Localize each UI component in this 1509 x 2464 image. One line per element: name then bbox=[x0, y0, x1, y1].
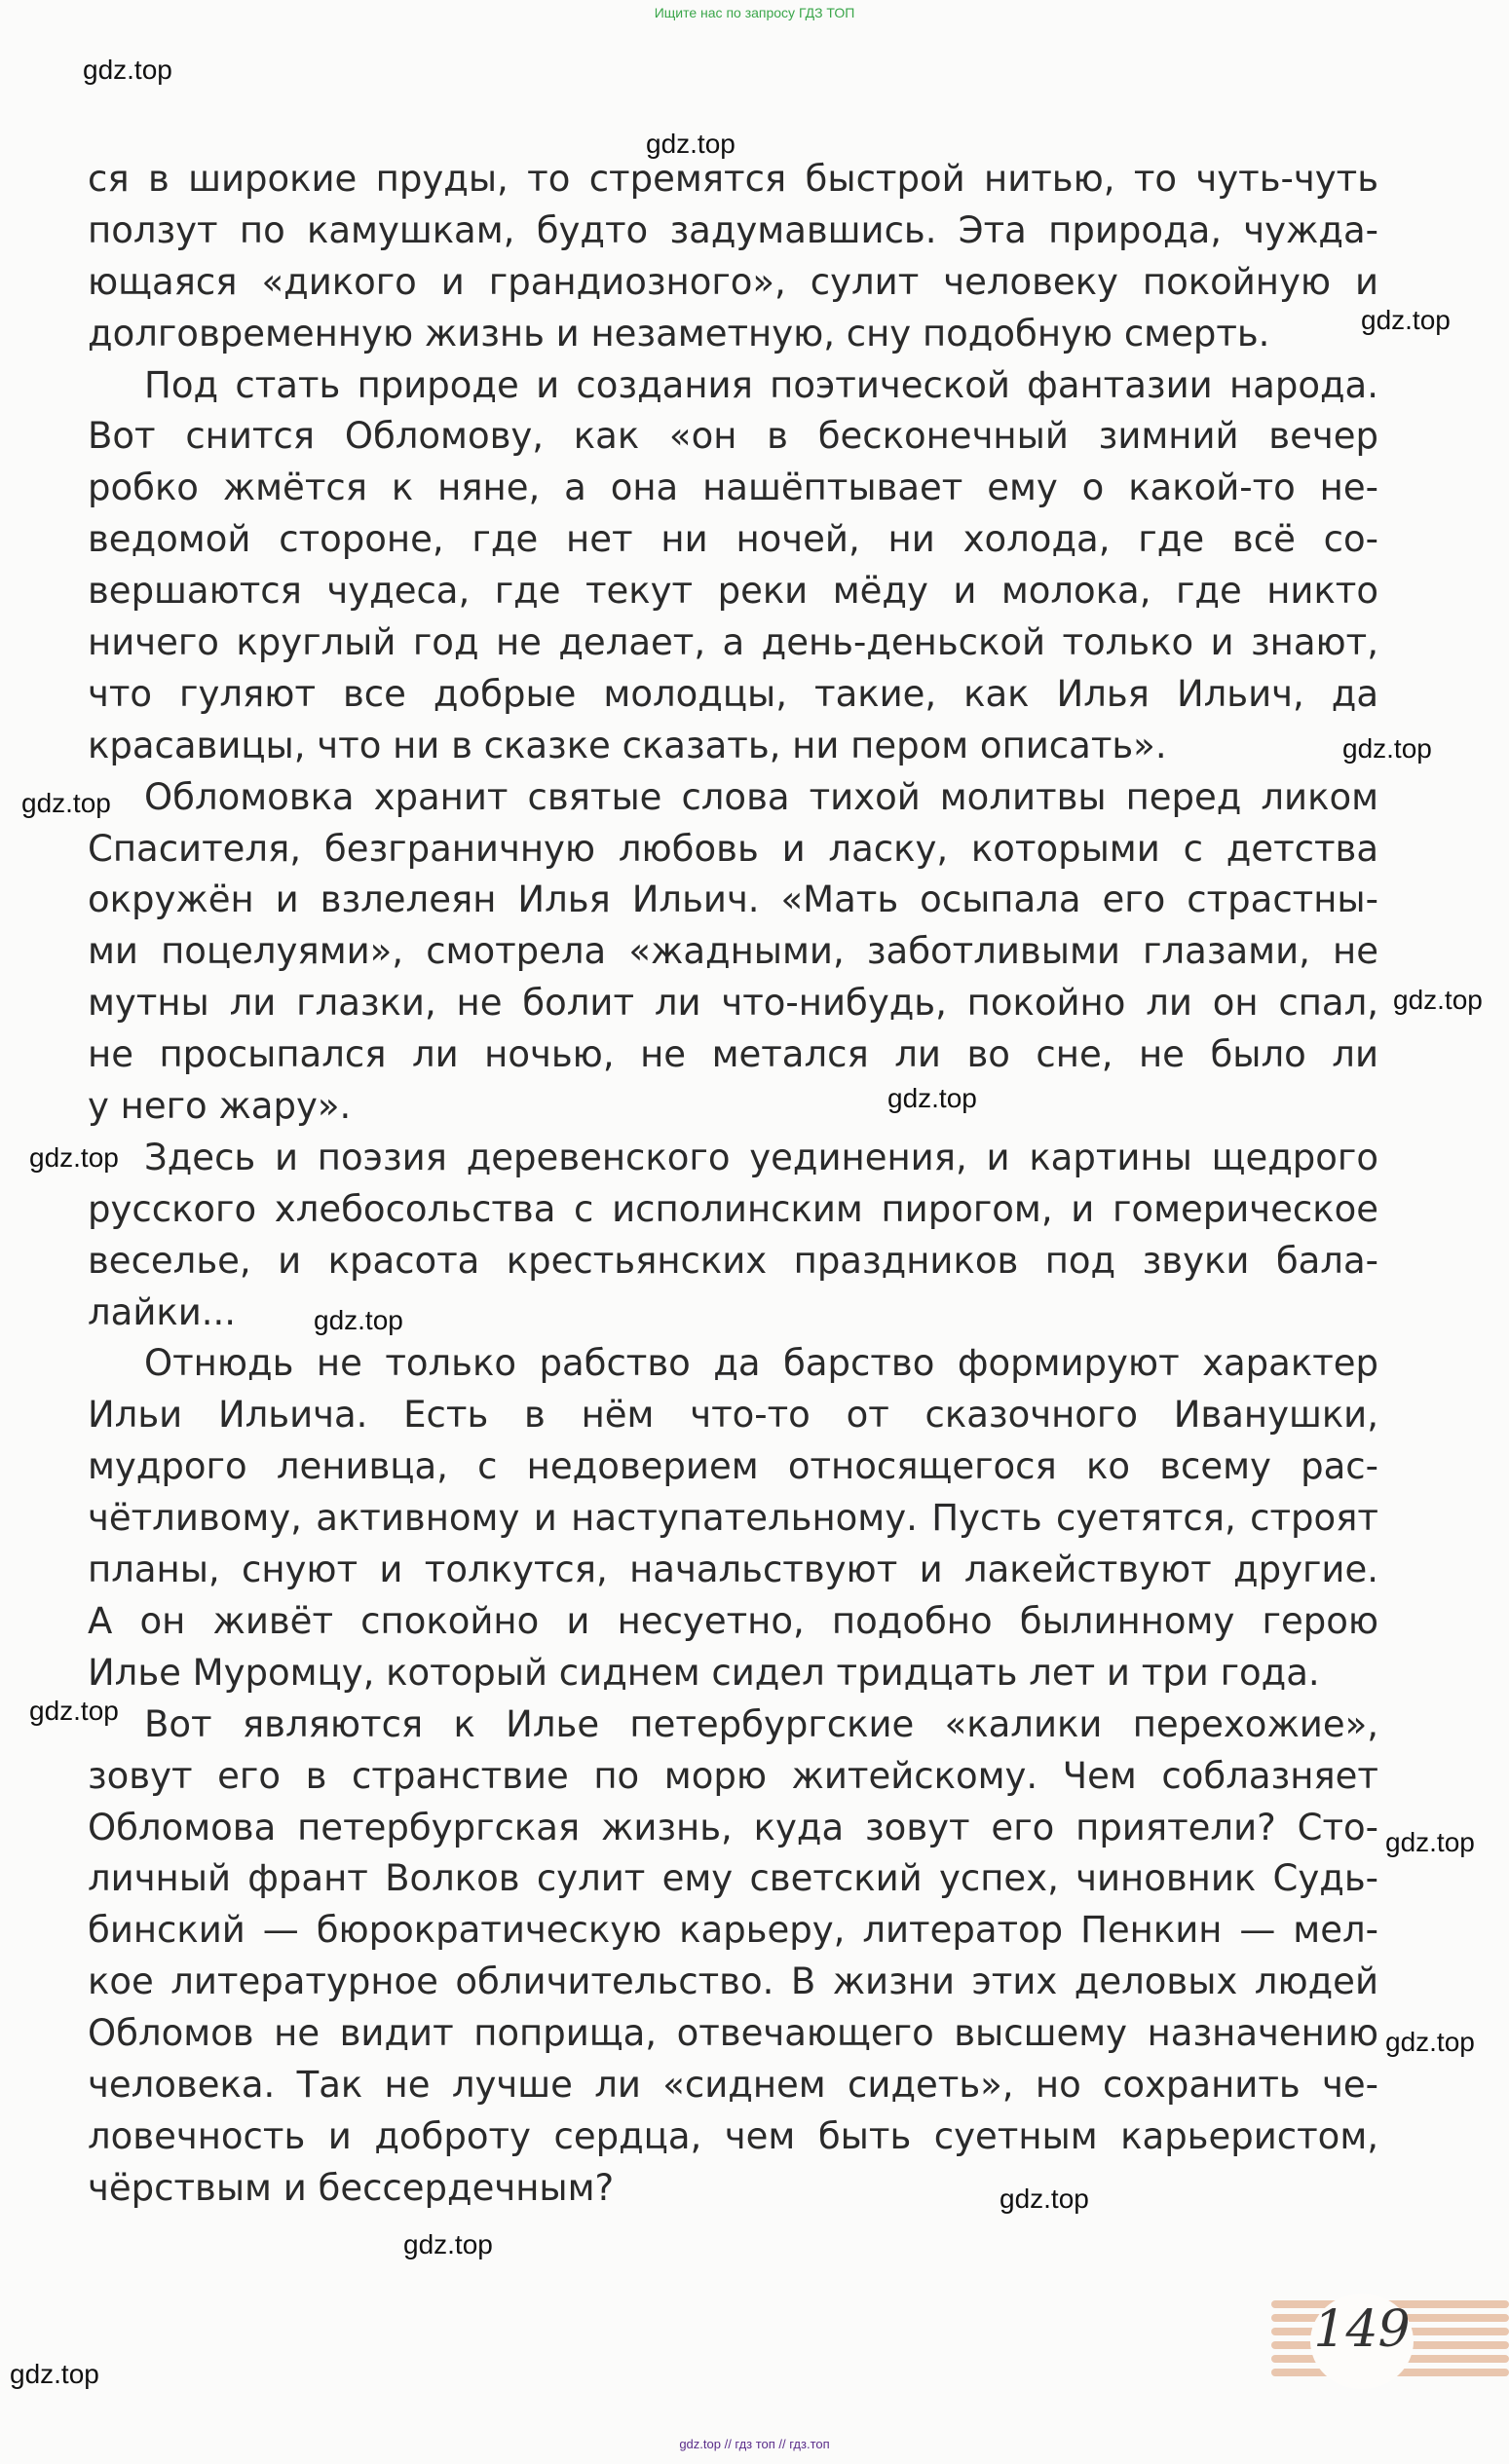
text-line: Здесь и поэзия деревенского уединения, и картины щедрого bbox=[144, 1136, 1378, 1178]
text-line: кое литературное обличительство. В жизни этих деловых людей bbox=[88, 1960, 1378, 2003]
text-line: А он живёт спокойно и несуетно, подобно былинному герою bbox=[88, 1599, 1378, 1642]
text-line: Под стать природе и создания поэтической фантазии народа. bbox=[144, 363, 1378, 406]
text-line: мудрого ленивца, с недоверием относящегося ко всему рас- bbox=[88, 1445, 1378, 1488]
watermark: gdz.top bbox=[403, 2229, 493, 2259]
text-line: русского хлебосольства с исполинским пирогом, и гомерическое bbox=[88, 1187, 1378, 1230]
text-line: Вот снится Обломову, как «он в бесконечный зимний вечер bbox=[88, 415, 1378, 458]
text-line: долговременную жизнь и незаметную, сну подобную смерть. bbox=[88, 312, 1270, 355]
text-line: окружён и взлелеян Илья Ильич. «Мать осыпала его страстны- bbox=[88, 878, 1378, 921]
watermark: gdz.top bbox=[1342, 733, 1432, 764]
watermark: gdz.top bbox=[1385, 1827, 1475, 1857]
text-line: чётливому, активному и наступательному. Пусть суетятся, строят bbox=[88, 1497, 1378, 1540]
text-line: ся в широкие пруды, то стремятся быстрой нитью, то чуть-чуть bbox=[88, 158, 1378, 200]
page-body-text bbox=[88, 154, 1378, 2215]
text-line: Обломовка хранит святые слова тихой молитвы перед ликом bbox=[144, 775, 1378, 818]
watermark: gdz.top bbox=[29, 1142, 119, 1173]
text-line: планы, снуют и толкутся, начальствуют и лакействуют другие. bbox=[88, 1549, 1378, 1591]
text-line: Обломов не видит поприща, отвечающего высшему назначению bbox=[88, 2012, 1378, 2055]
text-line: ющаяся «дикого и грандиозного», сулит человеку покойную и bbox=[88, 260, 1378, 303]
text-line: ловечность и доброту сердца, чем быть суетным карьеристом, bbox=[88, 2114, 1378, 2157]
text-line: Спасителя, безграничную любовь и ласку, которыми с детства bbox=[88, 827, 1378, 870]
text-line: Отнюдь не только рабство да барство формируют характер bbox=[144, 1342, 1378, 1385]
watermark: gdz.top bbox=[1000, 2184, 1089, 2214]
footer-links[interactable]: gdz.top // гдз топ // гдз.топ bbox=[679, 2437, 830, 2451]
text-line: робко жмётся к няне, а она нашёптывает ему о какой-то не- bbox=[88, 467, 1378, 509]
watermark: gdz.top bbox=[29, 1696, 119, 1726]
text-line: вершаются чудеса, где текут реки мёду и молока, где никто bbox=[88, 570, 1378, 613]
text-line: личный франт Волков сулит ему светский успех, чиновник Судь- bbox=[88, 1857, 1378, 1900]
watermark: gdz.top bbox=[887, 1083, 977, 1113]
text-line: бинский — бюрократическую карьеру, литератор Пенкин — мел- bbox=[88, 1909, 1378, 1952]
watermark: gdz.top bbox=[1361, 305, 1451, 335]
text-line: веселье, и красота крестьянских праздников под звуки бала- bbox=[88, 1239, 1378, 1282]
text-line: у него жару». bbox=[88, 1085, 352, 1128]
watermark: gdz.top bbox=[21, 788, 111, 818]
text-line: ползут по камушкам, будто задумавшись. Эта природа, чужда- bbox=[88, 208, 1378, 251]
text-line: не просыпался ли ночью, не метался ли во сне, не было ли bbox=[88, 1033, 1378, 1076]
watermark: gdz.top bbox=[1393, 985, 1483, 1015]
page-number: 149 bbox=[1313, 2300, 1411, 2359]
text-line: мутны ли глазки, не болит ли что-нибудь, покойно ли он спал, bbox=[88, 982, 1378, 1025]
watermark: gdz.top bbox=[314, 1305, 403, 1335]
text-line: человека. Так не лучше ли «сиднем сидеть», но сохранить че- bbox=[88, 2063, 1378, 2106]
watermark: gdz.top bbox=[1385, 2027, 1475, 2057]
text-line: Илье Муромцу, который сиднем сидел тридцать лет и три года. bbox=[88, 1651, 1320, 1694]
text-line: Обломова петербургская жизнь, куда зовут его приятели? Сто- bbox=[88, 1806, 1378, 1848]
text-line: чёрствым и бессердечным? bbox=[88, 2166, 615, 2209]
text-line: красавицы, что ни в сказке сказать, ни пером описать». bbox=[88, 724, 1167, 766]
top-search-hint: Ищите нас по запросу ГДЗ ТОП bbox=[654, 5, 855, 20]
text-line: ничего круглый год не делает, а день-деньской только и знают, bbox=[88, 621, 1378, 664]
watermark: gdz.top bbox=[83, 55, 172, 85]
text-line: что гуляют все добрые молодцы, такие, как Илья Ильич, да bbox=[88, 672, 1378, 715]
text-line: Ильи Ильича. Есть в нём что-то от сказочного Иванушки, bbox=[88, 1394, 1378, 1437]
watermark: gdz.top bbox=[646, 129, 736, 159]
watermark: gdz.top bbox=[10, 2359, 99, 2389]
text-line: ми поцелуями», смотрела «жадными, заботливыми глазами, не bbox=[88, 930, 1378, 973]
text-line: зовут его в странствие по морю житейскому. Чем соблазняет bbox=[88, 1754, 1378, 1797]
text-line: лайки... bbox=[88, 1290, 237, 1333]
text-line: ведомой стороне, где нет ни ночей, ни холода, где всё со- bbox=[88, 518, 1378, 561]
text-line: Вот являются к Илье петербургские «калики перехожие», bbox=[144, 1702, 1378, 1745]
